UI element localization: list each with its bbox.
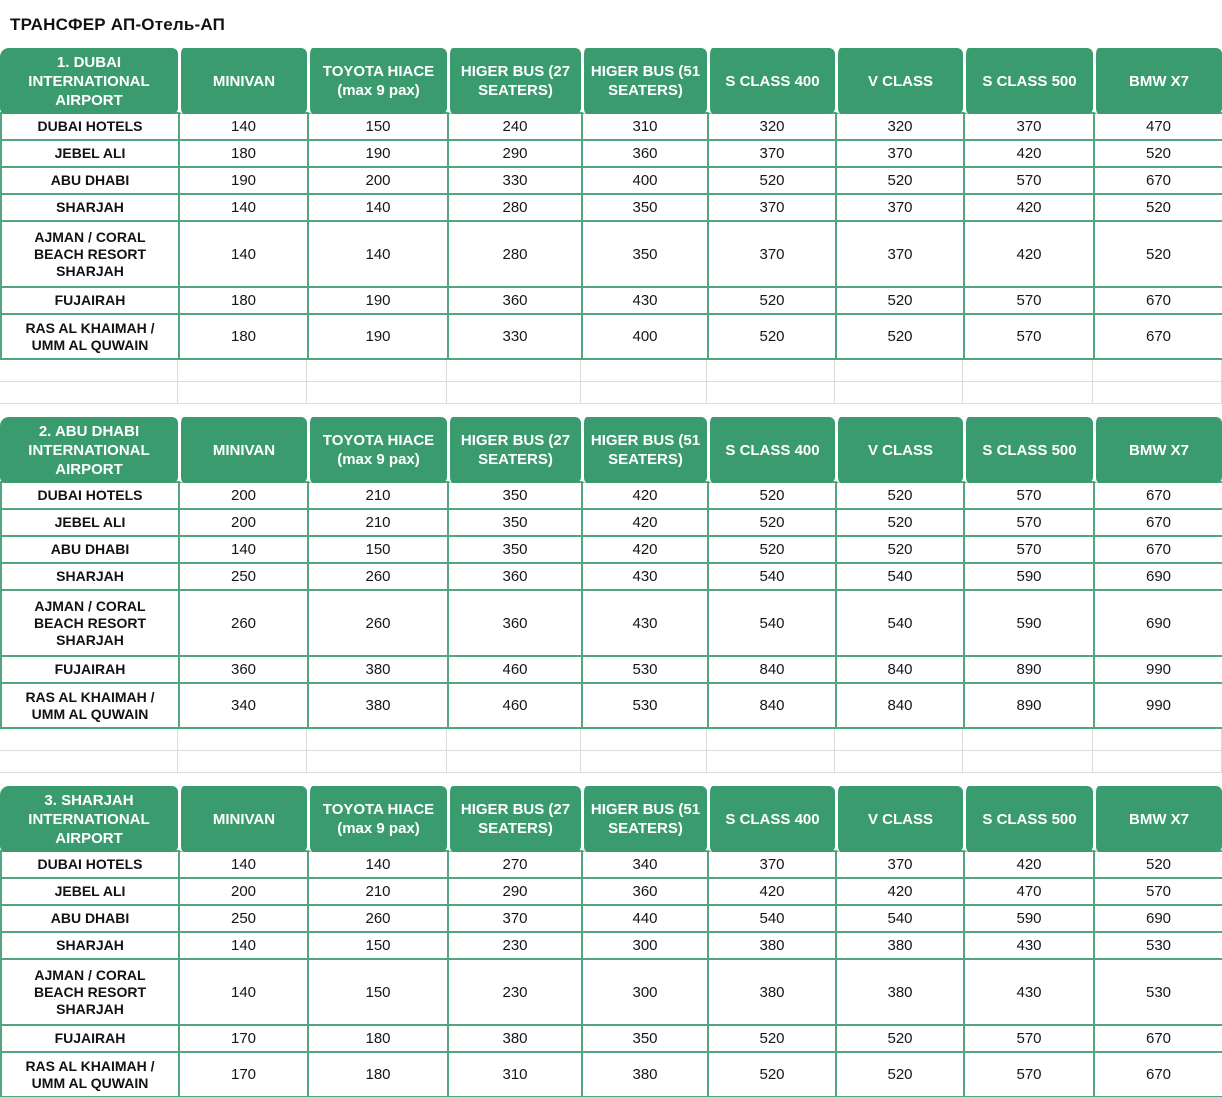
column-header: TOYOTA HIACE (max 9 pax) bbox=[307, 786, 447, 852]
price-cell: 340 bbox=[582, 851, 708, 878]
price-cell: 180 bbox=[179, 287, 308, 314]
table-row bbox=[1, 878, 1222, 905]
page-title: ТРАНСФЕР АП-Отель-АП bbox=[10, 15, 226, 34]
price-cell: 140 bbox=[179, 194, 308, 221]
price-cell: 140 bbox=[179, 221, 308, 287]
route-label: DUBAI HOTELS bbox=[1, 113, 179, 140]
price-cell: 310 bbox=[582, 113, 708, 140]
price-cell: 420 bbox=[836, 878, 964, 905]
price-cell: 150 bbox=[308, 113, 448, 140]
price-cell: 520 bbox=[836, 536, 964, 563]
route-label: SHARJAH bbox=[1, 194, 179, 221]
price-cell: 360 bbox=[448, 590, 582, 656]
price-cell: 670 bbox=[1094, 1025, 1222, 1052]
price-cell: 420 bbox=[964, 851, 1094, 878]
price-table-3 bbox=[0, 786, 1222, 1097]
price-cell: 260 bbox=[308, 590, 448, 656]
route-label: SHARJAH bbox=[1, 932, 179, 959]
price-cell: 380 bbox=[836, 932, 964, 959]
price-cell: 520 bbox=[836, 509, 964, 536]
price-cell: 200 bbox=[179, 482, 308, 509]
price-cell: 210 bbox=[308, 878, 448, 905]
price-cell: 530 bbox=[582, 683, 708, 728]
airport-header: 3. SHARJAH INTERNATIONAL AIRPORT bbox=[0, 786, 178, 852]
price-cell: 370 bbox=[836, 221, 964, 287]
spacer-cell bbox=[307, 729, 447, 751]
price-cell: 360 bbox=[582, 140, 708, 167]
price-cell: 370 bbox=[708, 221, 836, 287]
price-cell: 530 bbox=[1094, 959, 1222, 1025]
airport-header: 2. ABU DHABI INTERNATIONAL AIRPORT bbox=[0, 417, 178, 483]
spacer-cell bbox=[835, 751, 963, 773]
price-cell: 200 bbox=[179, 878, 308, 905]
price-cell: 370 bbox=[708, 851, 836, 878]
price-cell: 890 bbox=[964, 656, 1094, 683]
price-cell: 260 bbox=[308, 563, 448, 590]
spacer-cell bbox=[447, 751, 581, 773]
spacer-cell bbox=[0, 360, 178, 382]
spacer-cell bbox=[707, 382, 835, 404]
column-header: MINIVAN bbox=[178, 417, 307, 483]
price-cell: 350 bbox=[448, 482, 582, 509]
price-cell: 400 bbox=[582, 167, 708, 194]
spacer-cell bbox=[307, 360, 447, 382]
price-cell: 540 bbox=[836, 905, 964, 932]
spacer-cell bbox=[178, 360, 307, 382]
table-row bbox=[1, 563, 1222, 590]
route-label: FUJAIRAH bbox=[1, 656, 179, 683]
spacer-cell bbox=[447, 360, 581, 382]
column-header: BMW X7 bbox=[1093, 786, 1222, 852]
price-cell: 140 bbox=[179, 959, 308, 1025]
price-cell: 370 bbox=[448, 905, 582, 932]
price-cell: 990 bbox=[1094, 683, 1222, 728]
price-cell: 570 bbox=[964, 167, 1094, 194]
price-cell: 140 bbox=[308, 851, 448, 878]
column-header: HIGER BUS (27 SEATERS) bbox=[447, 417, 581, 483]
price-cell: 520 bbox=[708, 1052, 836, 1097]
price-cell: 420 bbox=[964, 140, 1094, 167]
price-cell: 190 bbox=[308, 287, 448, 314]
spacer-cell bbox=[707, 729, 835, 751]
price-cell: 520 bbox=[1094, 851, 1222, 878]
price-cell: 590 bbox=[964, 590, 1094, 656]
price-cell: 520 bbox=[836, 1025, 964, 1052]
spacer-cell bbox=[581, 751, 707, 773]
price-cell: 190 bbox=[308, 314, 448, 359]
spacer-cell bbox=[963, 751, 1093, 773]
price-cell: 170 bbox=[179, 1025, 308, 1052]
price-cell: 840 bbox=[836, 656, 964, 683]
route-label: RAS AL KHAIMAH / UMM AL QUWAIN bbox=[1, 1052, 179, 1097]
spacer-cell bbox=[963, 382, 1093, 404]
price-cell: 440 bbox=[582, 905, 708, 932]
table-row bbox=[1, 590, 1222, 656]
price-cell: 300 bbox=[582, 932, 708, 959]
price-cell: 140 bbox=[179, 113, 308, 140]
table-2-header-row bbox=[0, 417, 1222, 483]
price-cell: 420 bbox=[964, 194, 1094, 221]
airport-header: 1. DUBAI INTERNATIONAL AIRPORT bbox=[0, 48, 178, 114]
price-cell: 380 bbox=[836, 959, 964, 1025]
price-cell: 460 bbox=[448, 683, 582, 728]
spacer-row bbox=[0, 382, 1222, 404]
price-cell: 330 bbox=[448, 167, 582, 194]
column-header: HIGER BUS (51 SEATERS) bbox=[581, 48, 707, 114]
price-cell: 520 bbox=[708, 536, 836, 563]
price-cell: 670 bbox=[1094, 314, 1222, 359]
price-cell: 670 bbox=[1094, 1052, 1222, 1097]
price-cell: 370 bbox=[708, 140, 836, 167]
route-label: DUBAI HOTELS bbox=[1, 851, 179, 878]
table-row bbox=[1, 932, 1222, 959]
price-cell: 380 bbox=[308, 683, 448, 728]
price-cell: 370 bbox=[964, 113, 1094, 140]
price-cell: 670 bbox=[1094, 287, 1222, 314]
price-cell: 520 bbox=[1094, 221, 1222, 287]
price-cell: 670 bbox=[1094, 509, 1222, 536]
table-row bbox=[1, 1052, 1222, 1097]
spacer-cell bbox=[1093, 360, 1222, 382]
price-cell: 470 bbox=[964, 878, 1094, 905]
spacer-cell bbox=[963, 360, 1093, 382]
table-1-body bbox=[0, 112, 1222, 360]
price-cell: 570 bbox=[1094, 878, 1222, 905]
spacer-cell bbox=[835, 382, 963, 404]
column-header: S CLASS 500 bbox=[963, 786, 1093, 852]
price-cell: 840 bbox=[708, 656, 836, 683]
table-row bbox=[1, 656, 1222, 683]
column-header: BMW X7 bbox=[1093, 48, 1222, 114]
price-cell: 430 bbox=[964, 959, 1094, 1025]
price-cell: 270 bbox=[448, 851, 582, 878]
column-header: S CLASS 400 bbox=[707, 417, 835, 483]
price-cell: 230 bbox=[448, 959, 582, 1025]
price-cell: 430 bbox=[582, 287, 708, 314]
spacer-cell bbox=[835, 360, 963, 382]
column-header: S CLASS 500 bbox=[963, 417, 1093, 483]
price-cell: 520 bbox=[836, 314, 964, 359]
table-row bbox=[1, 221, 1222, 287]
price-cell: 420 bbox=[582, 509, 708, 536]
price-cell: 360 bbox=[448, 287, 582, 314]
column-header: HIGER BUS (27 SEATERS) bbox=[447, 48, 581, 114]
spacer-cell bbox=[581, 382, 707, 404]
table-row bbox=[1, 167, 1222, 194]
price-cell: 690 bbox=[1094, 905, 1222, 932]
spacer-cell bbox=[0, 382, 178, 404]
spacer-cell bbox=[447, 382, 581, 404]
route-label: DUBAI HOTELS bbox=[1, 482, 179, 509]
price-cell: 350 bbox=[448, 509, 582, 536]
price-cell: 380 bbox=[448, 1025, 582, 1052]
spacer-row bbox=[0, 751, 1222, 773]
price-cell: 380 bbox=[708, 932, 836, 959]
price-cell: 380 bbox=[582, 1052, 708, 1097]
price-cell: 430 bbox=[582, 563, 708, 590]
price-cell: 670 bbox=[1094, 167, 1222, 194]
route-label: ABU DHABI bbox=[1, 167, 179, 194]
price-cell: 520 bbox=[708, 314, 836, 359]
price-cell: 370 bbox=[836, 140, 964, 167]
price-cell: 520 bbox=[708, 509, 836, 536]
table-3-body bbox=[0, 850, 1222, 1097]
price-cell: 180 bbox=[179, 314, 308, 359]
price-cell: 310 bbox=[448, 1052, 582, 1097]
price-cell: 350 bbox=[448, 536, 582, 563]
column-header: V CLASS bbox=[835, 417, 963, 483]
table-1-header-row bbox=[0, 48, 1222, 114]
route-label: AJMAN / CORAL BEACH RESORT SHARJAH bbox=[1, 221, 179, 287]
price-cell: 250 bbox=[179, 563, 308, 590]
price-cell: 540 bbox=[836, 590, 964, 656]
route-label: JEBEL ALI bbox=[1, 878, 179, 905]
table-row bbox=[1, 113, 1222, 140]
price-cell: 690 bbox=[1094, 590, 1222, 656]
price-cell: 540 bbox=[708, 590, 836, 656]
price-cell: 350 bbox=[582, 194, 708, 221]
price-cell: 530 bbox=[582, 656, 708, 683]
price-cell: 890 bbox=[964, 683, 1094, 728]
price-cell: 590 bbox=[964, 905, 1094, 932]
price-cell: 540 bbox=[708, 905, 836, 932]
spacer-cell bbox=[0, 729, 178, 751]
price-cell: 420 bbox=[708, 878, 836, 905]
route-label: RAS AL KHAIMAH / UMM AL QUWAIN bbox=[1, 314, 179, 359]
price-cell: 670 bbox=[1094, 482, 1222, 509]
price-cell: 140 bbox=[179, 536, 308, 563]
price-cell: 520 bbox=[836, 482, 964, 509]
price-cell: 470 bbox=[1094, 113, 1222, 140]
column-header: V CLASS bbox=[835, 48, 963, 114]
price-cell: 520 bbox=[836, 167, 964, 194]
price-cell: 210 bbox=[308, 509, 448, 536]
table-row bbox=[1, 959, 1222, 1025]
spacer-row bbox=[0, 360, 1222, 382]
price-cell: 280 bbox=[448, 194, 582, 221]
price-cell: 260 bbox=[308, 905, 448, 932]
route-label: AJMAN / CORAL BEACH RESORT SHARJAH bbox=[1, 959, 179, 1025]
price-cell: 520 bbox=[708, 287, 836, 314]
price-cell: 300 bbox=[582, 959, 708, 1025]
price-cell: 520 bbox=[1094, 140, 1222, 167]
price-cell: 210 bbox=[308, 482, 448, 509]
column-header: S CLASS 500 bbox=[963, 48, 1093, 114]
price-table-1 bbox=[0, 48, 1222, 404]
table-row bbox=[1, 536, 1222, 563]
spacer-grid bbox=[0, 729, 1222, 773]
price-cell: 350 bbox=[582, 221, 708, 287]
price-cell: 170 bbox=[179, 1052, 308, 1097]
table-row bbox=[1, 509, 1222, 536]
spacer-row bbox=[0, 729, 1222, 751]
price-cell: 230 bbox=[448, 932, 582, 959]
price-cell: 200 bbox=[179, 509, 308, 536]
price-cell: 150 bbox=[308, 932, 448, 959]
route-label: ABU DHABI bbox=[1, 536, 179, 563]
column-header: TOYOTA HIACE (max 9 pax) bbox=[307, 417, 447, 483]
price-cell: 520 bbox=[708, 167, 836, 194]
price-cell: 530 bbox=[1094, 932, 1222, 959]
spacer-cell bbox=[178, 382, 307, 404]
column-header: S CLASS 400 bbox=[707, 48, 835, 114]
column-header: BMW X7 bbox=[1093, 417, 1222, 483]
spacer-cell bbox=[707, 751, 835, 773]
price-cell: 140 bbox=[308, 194, 448, 221]
price-cell: 360 bbox=[448, 563, 582, 590]
spacer-cell bbox=[178, 729, 307, 751]
price-cell: 590 bbox=[964, 563, 1094, 590]
column-header: HIGER BUS (51 SEATERS) bbox=[581, 786, 707, 852]
spacer-cell bbox=[1093, 382, 1222, 404]
spacer-cell bbox=[1093, 729, 1222, 751]
column-header: HIGER BUS (51 SEATERS) bbox=[581, 417, 707, 483]
column-header: TOYOTA HIACE (max 9 pax) bbox=[307, 48, 447, 114]
column-header: S CLASS 400 bbox=[707, 786, 835, 852]
price-cell: 570 bbox=[964, 1025, 1094, 1052]
spacer-cell bbox=[178, 751, 307, 773]
price-table-2 bbox=[0, 417, 1222, 773]
table-row bbox=[1, 1025, 1222, 1052]
table-3-header-row bbox=[0, 786, 1222, 852]
price-cell: 670 bbox=[1094, 536, 1222, 563]
price-cell: 430 bbox=[964, 932, 1094, 959]
price-cell: 420 bbox=[964, 221, 1094, 287]
table-2-body bbox=[0, 481, 1222, 729]
price-cell: 260 bbox=[179, 590, 308, 656]
price-cell: 570 bbox=[964, 287, 1094, 314]
price-cell: 570 bbox=[964, 314, 1094, 359]
price-cell: 240 bbox=[448, 113, 582, 140]
price-cell: 430 bbox=[582, 590, 708, 656]
spacer-cell bbox=[0, 751, 178, 773]
price-cell: 460 bbox=[448, 656, 582, 683]
price-cell: 360 bbox=[179, 656, 308, 683]
route-label: JEBEL ALI bbox=[1, 509, 179, 536]
price-cell: 400 bbox=[582, 314, 708, 359]
price-cell: 840 bbox=[708, 683, 836, 728]
price-cell: 840 bbox=[836, 683, 964, 728]
price-cell: 420 bbox=[582, 482, 708, 509]
route-label: SHARJAH bbox=[1, 563, 179, 590]
table-row bbox=[1, 851, 1222, 878]
column-header: V CLASS bbox=[835, 786, 963, 852]
price-cell: 150 bbox=[308, 959, 448, 1025]
price-cell: 520 bbox=[708, 1025, 836, 1052]
table-row bbox=[1, 194, 1222, 221]
price-cell: 190 bbox=[179, 167, 308, 194]
spacer-cell bbox=[707, 360, 835, 382]
price-cell: 420 bbox=[582, 536, 708, 563]
spacer-cell bbox=[581, 729, 707, 751]
spacer-cell bbox=[963, 729, 1093, 751]
price-cell: 520 bbox=[1094, 194, 1222, 221]
column-header: HIGER BUS (27 SEATERS) bbox=[447, 786, 581, 852]
route-label: JEBEL ALI bbox=[1, 140, 179, 167]
price-cell: 180 bbox=[308, 1052, 448, 1097]
price-cell: 570 bbox=[964, 509, 1094, 536]
table-row bbox=[1, 140, 1222, 167]
price-cell: 180 bbox=[308, 1025, 448, 1052]
spacer-cell bbox=[447, 729, 581, 751]
price-cell: 150 bbox=[308, 536, 448, 563]
price-cell: 370 bbox=[836, 851, 964, 878]
price-cell: 320 bbox=[708, 113, 836, 140]
price-cell: 140 bbox=[179, 851, 308, 878]
route-label: AJMAN / CORAL BEACH RESORT SHARJAH bbox=[1, 590, 179, 656]
price-cell: 380 bbox=[308, 656, 448, 683]
spacer-cell bbox=[835, 729, 963, 751]
price-cell: 190 bbox=[308, 140, 448, 167]
price-cell: 990 bbox=[1094, 656, 1222, 683]
spacer-cell bbox=[307, 382, 447, 404]
price-cell: 690 bbox=[1094, 563, 1222, 590]
price-cell: 180 bbox=[179, 140, 308, 167]
spacer-cell bbox=[307, 751, 447, 773]
price-cell: 360 bbox=[582, 878, 708, 905]
price-cell: 370 bbox=[708, 194, 836, 221]
price-cell: 330 bbox=[448, 314, 582, 359]
price-cell: 520 bbox=[708, 482, 836, 509]
price-cell: 340 bbox=[179, 683, 308, 728]
table-row bbox=[1, 482, 1222, 509]
tables-root bbox=[0, 48, 1222, 1097]
price-cell: 570 bbox=[964, 482, 1094, 509]
spacer-grid bbox=[0, 360, 1222, 404]
table-row bbox=[1, 683, 1222, 728]
price-cell: 140 bbox=[179, 932, 308, 959]
price-cell: 200 bbox=[308, 167, 448, 194]
route-label: FUJAIRAH bbox=[1, 287, 179, 314]
route-label: RAS AL KHAIMAH / UMM AL QUWAIN bbox=[1, 683, 179, 728]
price-cell: 250 bbox=[179, 905, 308, 932]
price-cell: 350 bbox=[582, 1025, 708, 1052]
price-cell: 570 bbox=[964, 536, 1094, 563]
price-cell: 370 bbox=[836, 194, 964, 221]
column-header: MINIVAN bbox=[178, 786, 307, 852]
spacer-cell bbox=[1093, 751, 1222, 773]
price-cell: 290 bbox=[448, 878, 582, 905]
price-cell: 380 bbox=[708, 959, 836, 1025]
spacer-cell bbox=[581, 360, 707, 382]
route-label: ABU DHABI bbox=[1, 905, 179, 932]
price-cell: 520 bbox=[836, 1052, 964, 1097]
price-cell: 320 bbox=[836, 113, 964, 140]
price-cell: 540 bbox=[836, 563, 964, 590]
table-row bbox=[1, 314, 1222, 359]
column-header: MINIVAN bbox=[178, 48, 307, 114]
route-label: FUJAIRAH bbox=[1, 1025, 179, 1052]
price-cell: 520 bbox=[836, 287, 964, 314]
table-row bbox=[1, 905, 1222, 932]
price-cell: 570 bbox=[964, 1052, 1094, 1097]
price-cell: 140 bbox=[308, 221, 448, 287]
price-cell: 290 bbox=[448, 140, 582, 167]
price-cell: 280 bbox=[448, 221, 582, 287]
price-cell: 540 bbox=[708, 563, 836, 590]
table-row bbox=[1, 287, 1222, 314]
